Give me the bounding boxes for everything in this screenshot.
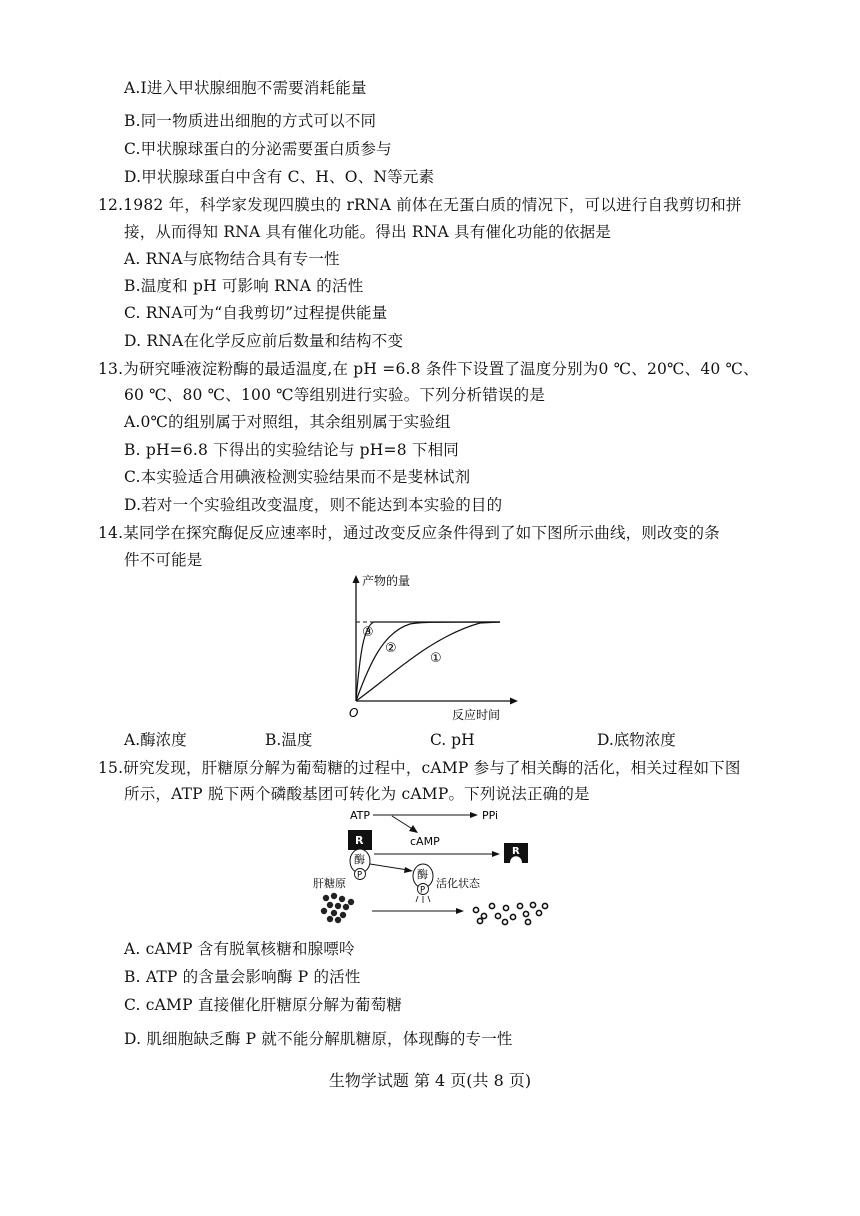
p-label-inactive: P [357,870,363,881]
q15-stem-line1: 15.研究发现，肝糖原分解为葡萄糖的过程中，cAMP 参与了相关酶的活化，相关过程如下图 [98,759,741,777]
free-r-label: R [512,846,520,857]
active-state-label: 活化状态 [436,877,480,890]
p-label-active: P [420,885,426,896]
q14-stem-line2: 件不可能是 [124,551,203,569]
activity-line-3 [428,896,430,902]
q14-option-a: A.酶浓度 [124,731,187,749]
to-free-r-arrowhead [492,851,500,857]
x-axis-label: 反应时间 [452,708,501,722]
enzyme-char-inactive: 酶 [354,853,365,866]
q15-camp-pathway-figure [310,806,560,926]
q12-option-b: B.温度和 pH 可影响 RNA 的活性 [124,277,364,295]
q15-stem-line2: 所示，ATP 脱下两个磷酸基团可转化为 cAMP。下列说法正确的是 [124,785,590,803]
ppi-label: PPi [482,809,499,822]
q14-option-c: C. pH [430,731,475,749]
curve-1 [356,622,500,701]
glucose-molecules [473,902,547,924]
q11-option-c: C.甲状腺球蛋白的分泌需要蛋白质参与 [124,140,392,158]
curve-2 [356,622,500,701]
q14-product-curve-figure [340,572,540,724]
curve-label-3: ③ [362,625,374,640]
y-axis-label: 产物的量 [362,574,411,588]
curve-label-2: ② [385,641,397,656]
camp-label: cAMP [410,835,440,848]
y-axis-arrow [353,575,360,583]
q12-option-c: C. RNA可为“自我剪切”过程提供能量 [124,304,388,322]
decomposition-arrowhead [456,908,464,914]
r-label: R [355,834,364,847]
q13-stem-line2: 60 ℃、80 ℃、100 ℃等组别进行实验。下列分析错误的是 [124,386,546,404]
q12-option-a: A. RNA与底物结合具有专一性 [124,250,340,268]
to-active-enzyme-arrow [370,864,408,870]
atp-to-camp-arrow [392,816,414,830]
q11-option-b: B.同一物质进出细胞的方式可以不同 [124,112,377,130]
q11-option-d: D.甲状腺球蛋白中含有 C、H、O、N等元素 [124,168,435,186]
atp-to-ppi-arrowhead [470,812,478,818]
q11-option-a: A.Ⅰ进入甲状腺细胞不需要消耗能量 [124,79,367,97]
x-axis-arrow [510,698,518,705]
q13-option-c: C.本实验适合用碘液检测实验结果而不是斐林试剂 [124,468,471,486]
curve-label-1: ① [430,651,442,666]
glycogen-cluster [321,893,354,923]
q13-option-a: A.0℃的组别属于对照组，其余组别属于实验组 [124,413,451,431]
q15-option-c: C. cAMP 直接催化肝糖原分解为葡萄糖 [124,996,402,1014]
origin-label: O [349,706,359,720]
q13-option-d: D.若对一个实验组改变温度，则不能达到本实验的目的 [124,496,503,514]
to-active-enzyme-arrowhead [404,867,413,873]
q14-option-d: D.底物浓度 [597,731,676,749]
q15-option-a: A. cAMP 含有脱氧核糖和腺嘌呤 [124,940,355,958]
atp-to-camp-arrowhead [409,825,418,833]
q14-stem-line1: 14.某同学在探究酶促反应速率时，通过改变反应条件得到了如下图所示曲线，则改变的条 [98,524,720,542]
atp-label: ATP [350,809,371,822]
q12-stem-line1: 12.1982 年，科学家发现四膜虫的 rRNA 前体在无蛋白质的情况下，可以进行自我剪切和拼 [98,196,742,214]
q15-option-b: B. ATP 的含量会影响酶 P 的活性 [124,968,361,986]
q12-option-d: D. RNA在化学反应前后数量和结构不变 [124,332,404,350]
page-footer: 生物学试题 第 4 页(共 8 页) [328,1071,532,1090]
q15-option-d: D. 肌细胞缺乏酶 P 就不能分解肌糖原，体现酶的专一性 [124,1030,513,1048]
q12-stem-line2: 接，从而得知 RNA 具有催化功能。得出 RNA 具有催化功能的依据是 [124,223,612,241]
q13-option-b: B. pH=6.8 下得出的实验结论与 pH=8 下相同 [124,441,459,459]
enzyme-char-active: 酶 [417,868,428,881]
activity-line-1 [416,896,418,902]
glycogen-label: 肝糖原 [313,877,346,890]
q14-option-b: B.温度 [265,731,313,749]
q13-stem-line1: 13.为研究唾液淀粉酶的最适温度,在 pH =6.8 条件下设置了温度分别为0 ℃、20℃、40 ℃、 [98,360,759,378]
curve-3 [356,622,500,701]
